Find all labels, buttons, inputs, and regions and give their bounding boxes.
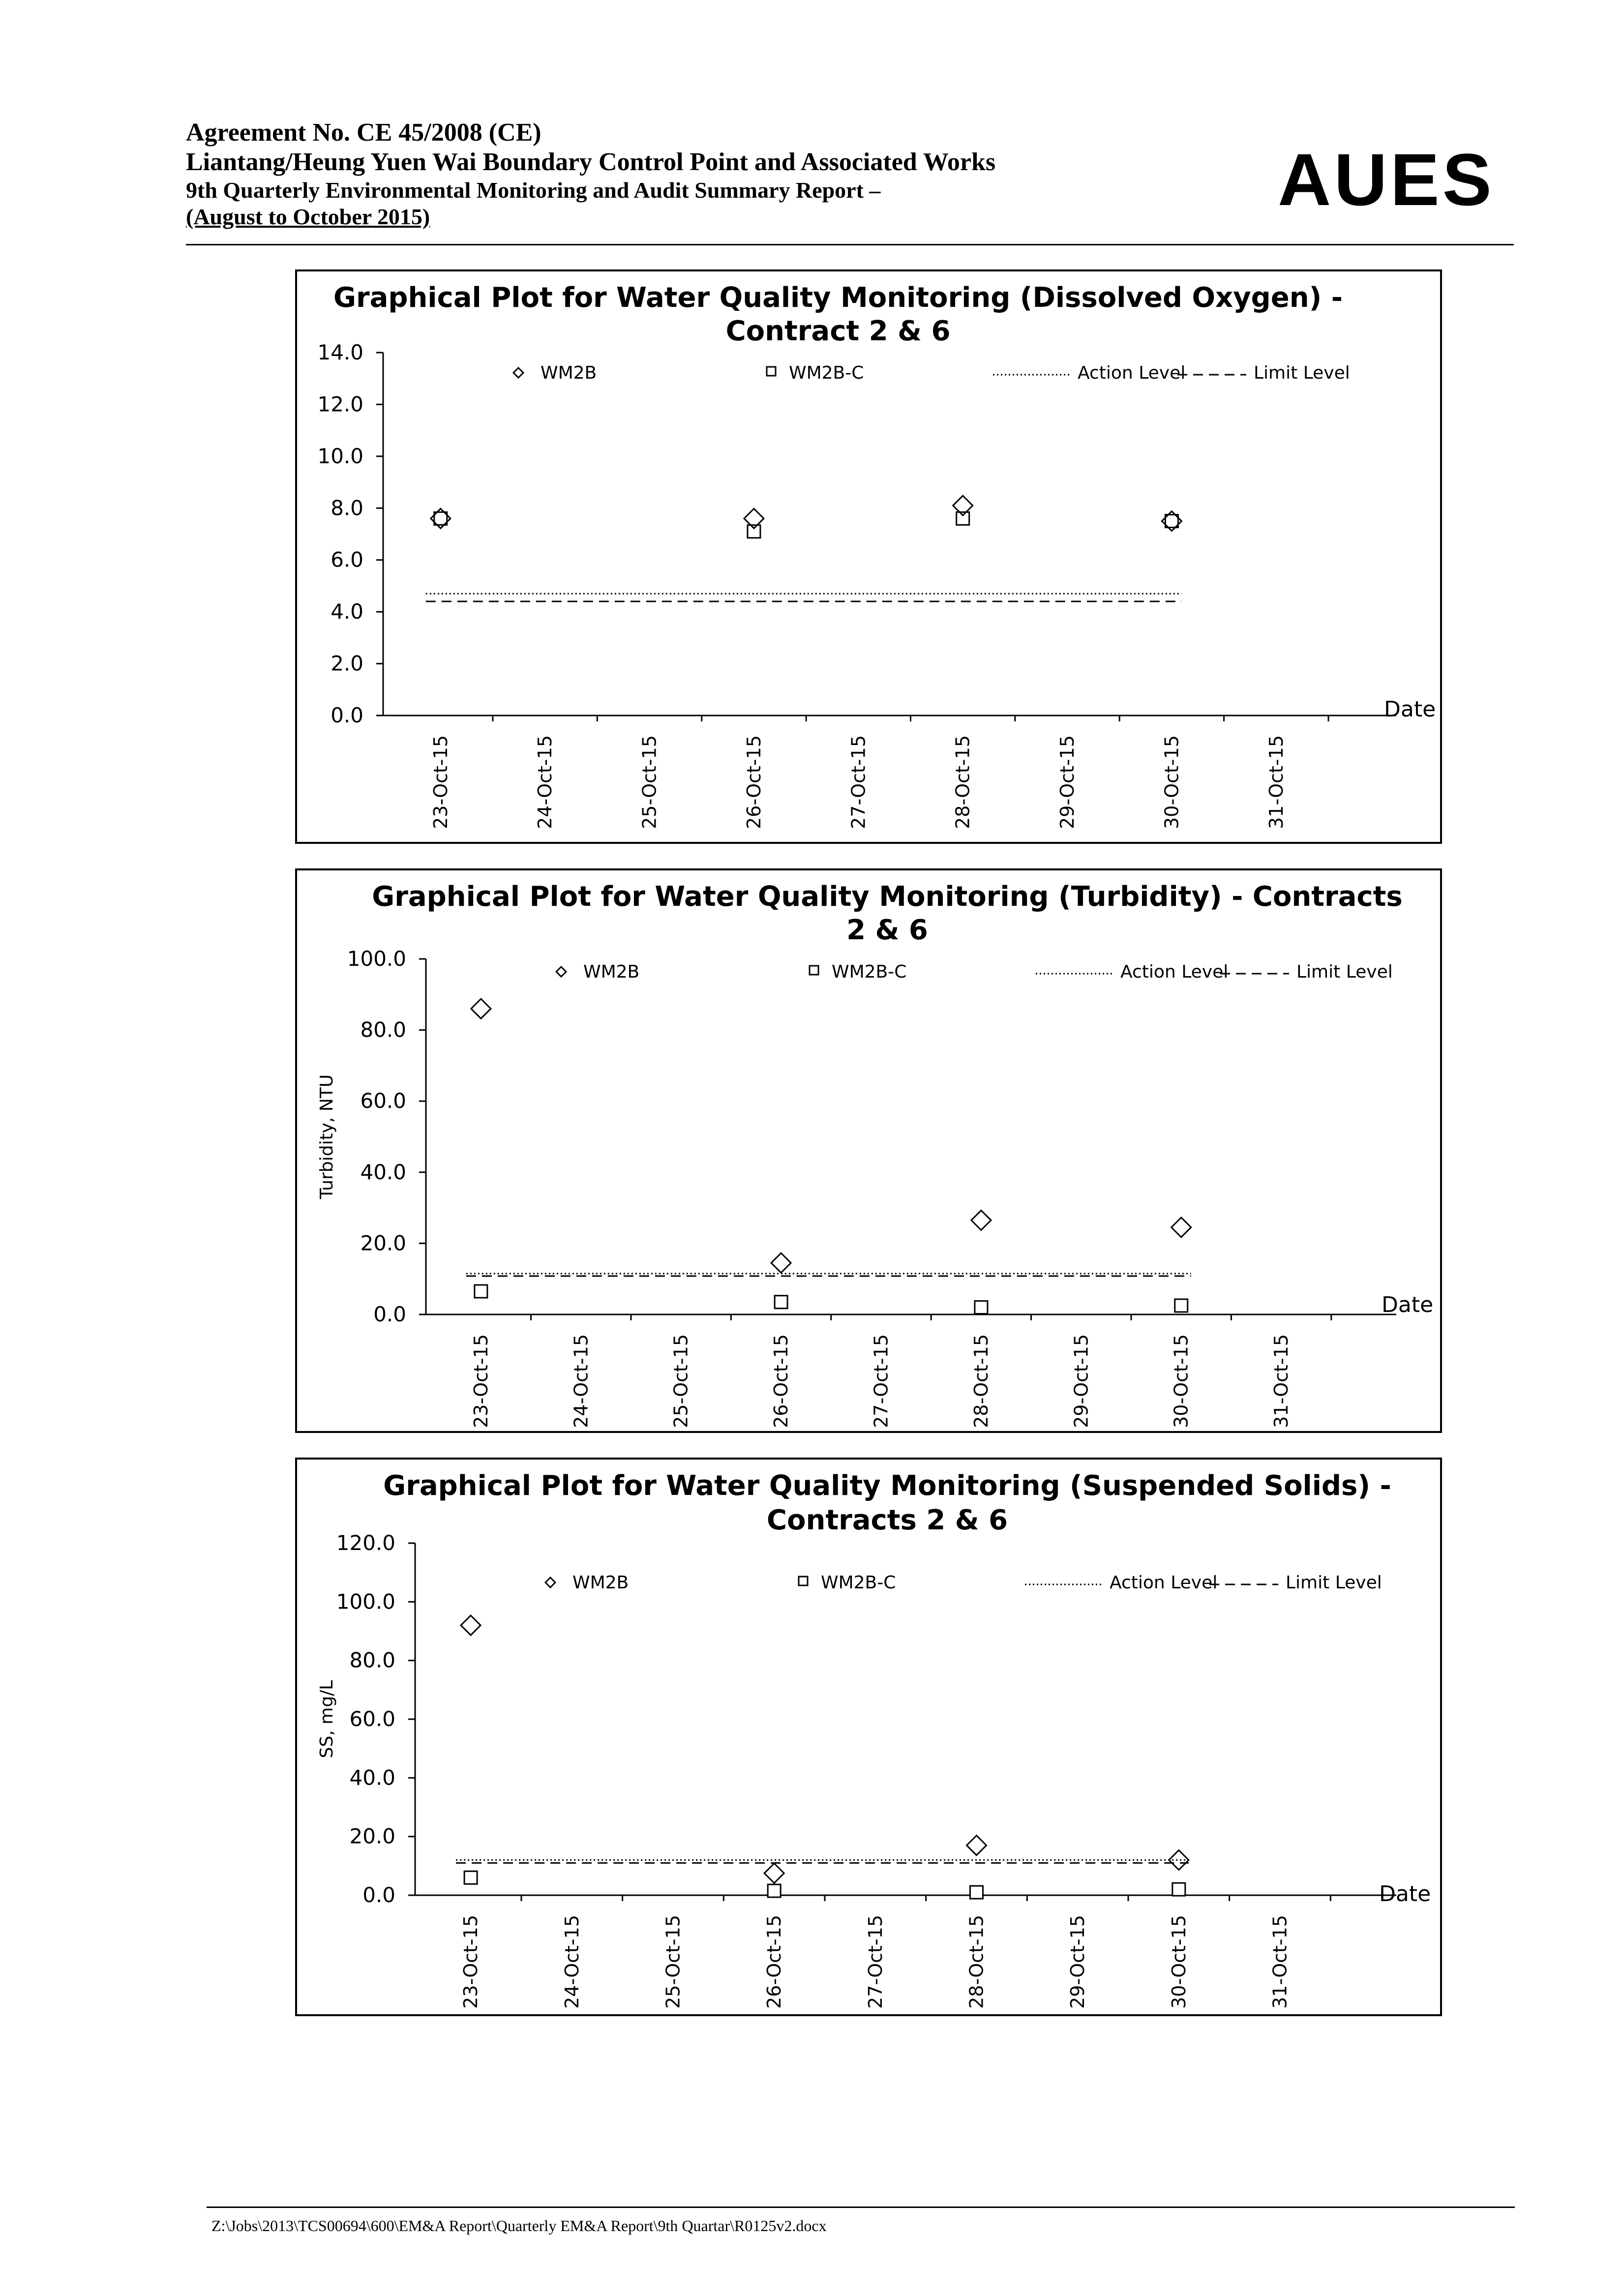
y-tick-label: 20.0 <box>360 1231 406 1255</box>
x-tick-label: 30-Oct-15 <box>1170 1334 1192 1428</box>
x-tick-label: 28-Oct-15 <box>965 1915 988 2009</box>
x-tick-label: 30-Oct-15 <box>1161 735 1183 829</box>
wm2b-point <box>1172 1218 1191 1237</box>
x-tick-label: 27-Oct-15 <box>847 735 870 829</box>
x-tick-label: 29-Oct-15 <box>1070 1334 1092 1428</box>
x-tick-label: 29-Oct-15 <box>1056 735 1079 829</box>
y-axis-label: Turbidity, NTU <box>317 1074 337 1199</box>
chart-dissolved-oxygen-svg <box>297 271 1444 846</box>
wm2b-c-point <box>1173 1883 1185 1896</box>
legend-label-action: Action Level <box>1120 962 1229 982</box>
wm2b-point <box>764 1863 784 1883</box>
y-tick-label: 120.0 <box>336 1531 395 1555</box>
x-tick-label: 27-Oct-15 <box>870 1334 892 1428</box>
y-tick-label: 14.0 <box>317 340 363 364</box>
legend-label-action: Action Level <box>1110 1573 1218 1593</box>
y-tick-label: 80.0 <box>360 1017 406 1042</box>
file-path: Z:\Jobs\2013\TCS00694\600\EM&A Report\Quarterly EM&A Report\9th Quartar\R0125v2.docx <box>211 2217 827 2235</box>
legend-label-limit: Limit Level <box>1286 1573 1382 1593</box>
x-tick-label: 31-Oct-15 <box>1269 1915 1291 2009</box>
y-axis-label: SS, mg/L <box>317 1680 337 1759</box>
legend-diamond-marker <box>556 967 566 977</box>
report-title: 9th Quarterly Environmental Monitoring and Audit Summary Report – <box>186 178 881 203</box>
x-tick-label: 31-Oct-15 <box>1270 1334 1293 1428</box>
legend-square-marker <box>810 966 818 975</box>
legend-label-wm2bc: WM2B-C <box>832 962 907 982</box>
y-tick-label: 60.0 <box>360 1089 406 1113</box>
x-tick-label: 28-Oct-15 <box>952 735 974 829</box>
x-tick-label: 26-Oct-15 <box>763 1915 785 2009</box>
x-tick-label: 31-Oct-15 <box>1265 735 1287 829</box>
wm2b-c-point <box>957 512 969 525</box>
legend-square-marker <box>767 367 776 376</box>
wm2b-c-point <box>464 1871 477 1884</box>
footer-divider <box>207 2207 1515 2208</box>
chart-title-line: Graphical Plot for Water Quality Monitoring (Suspended Solids) - <box>383 1470 1391 1502</box>
y-tick-label: 8.0 <box>331 496 363 520</box>
legend-label-wm2b: WM2B <box>583 962 640 982</box>
aues-logo: AUES <box>1278 138 1495 221</box>
y-tick-label: 100.0 <box>336 1589 395 1614</box>
y-tick-label: 10.0 <box>317 444 363 468</box>
x-tick-label: 26-Oct-15 <box>743 735 765 829</box>
legend-label-limit: Limit Level <box>1296 962 1393 982</box>
x-tick-label: 26-Oct-15 <box>770 1334 792 1428</box>
x-tick-label: 25-Oct-15 <box>670 1334 692 1428</box>
wm2b-c-point <box>775 1296 787 1309</box>
legend-label-wm2bc: WM2B-C <box>789 363 864 383</box>
x-tick-label: 25-Oct-15 <box>638 735 661 829</box>
chart-title-line: Graphical Plot for Water Quality Monitoring (Turbidity) - Contracts <box>372 881 1403 913</box>
x-tick-label: 29-Oct-15 <box>1067 1915 1089 2009</box>
x-tick-label: 30-Oct-15 <box>1168 1915 1190 2009</box>
y-tick-label: 6.0 <box>331 547 363 572</box>
x-tick-label: 28-Oct-15 <box>970 1334 992 1428</box>
y-tick-label: 100.0 <box>347 947 406 971</box>
project-title: Liantang/Heung Yuen Wai Boundary Control Point and Associated Works <box>186 148 996 176</box>
x-tick-label: 27-Oct-15 <box>864 1915 886 2009</box>
y-tick-label: 60.0 <box>349 1707 395 1731</box>
y-tick-label: 20.0 <box>349 1824 395 1849</box>
x-tick-label: 25-Oct-15 <box>662 1915 684 2009</box>
x-axis-label: Date <box>1382 1292 1434 1317</box>
y-tick-label: 0.0 <box>362 1883 395 1907</box>
x-tick-label: 23-Oct-15 <box>470 1334 492 1428</box>
x-axis-label: Date <box>1379 1881 1431 1907</box>
chart-turbidity <box>295 868 1442 1433</box>
agreement-number: Agreement No. CE 45/2008 (CE) <box>186 119 541 147</box>
y-tick-label: 4.0 <box>331 599 363 624</box>
chart-dissolved-oxygen <box>295 269 1442 844</box>
x-tick-label: 24-Oct-15 <box>570 1334 592 1428</box>
y-tick-label: 40.0 <box>360 1160 406 1184</box>
y-tick-label: 2.0 <box>331 651 363 676</box>
chart-title-line: Contracts 2 & 6 <box>766 1504 1008 1536</box>
y-tick-label: 12.0 <box>317 392 363 417</box>
chart-suspended-solids <box>295 1458 1442 2016</box>
report-period: (August to October 2015) <box>186 204 430 229</box>
legend-label-action: Action Level <box>1078 363 1186 383</box>
x-tick-label: 23-Oct-15 <box>460 1915 482 2009</box>
x-axis-label: Date <box>1384 697 1436 722</box>
legend-diamond-marker <box>513 368 523 378</box>
chart-title-line: Graphical Plot for Water Quality Monitoring (Dissolved Oxygen) - <box>333 282 1343 314</box>
header-divider <box>186 244 1514 245</box>
chart-title-line: Contract 2 & 6 <box>725 315 951 347</box>
y-tick-label: 40.0 <box>349 1765 395 1790</box>
chart-title-line: 2 & 6 <box>846 914 928 946</box>
wm2b-c-point <box>748 525 760 538</box>
y-tick-label: 80.0 <box>349 1648 395 1672</box>
x-tick-label: 24-Oct-15 <box>534 735 556 829</box>
x-tick-label: 24-Oct-15 <box>561 1915 583 2009</box>
wm2b-point <box>966 1836 986 1855</box>
x-tick-label: 23-Oct-15 <box>429 735 451 829</box>
legend-square-marker <box>799 1577 808 1585</box>
wm2b-point <box>771 1253 791 1273</box>
wm2b-c-point <box>970 1886 983 1899</box>
y-tick-label: 0.0 <box>331 703 363 727</box>
legend-diamond-marker <box>545 1578 555 1587</box>
wm2b-point <box>971 1210 991 1230</box>
legend-label-wm2bc: WM2B-C <box>821 1573 896 1593</box>
chart-suspended-solids-svg <box>297 1460 1444 2018</box>
y-tick-label: 0.0 <box>373 1302 406 1326</box>
legend-label-wm2b: WM2B <box>541 363 597 383</box>
legend-label-limit: Limit Level <box>1254 363 1350 383</box>
wm2b-point <box>461 1615 481 1635</box>
wm2b-point <box>1169 1850 1189 1870</box>
wm2b-c-point <box>475 1285 487 1298</box>
chart-turbidity-svg <box>297 870 1444 1435</box>
wm2b-c-point <box>768 1884 781 1897</box>
wm2b-point <box>471 999 491 1018</box>
legend-label-wm2b: WM2B <box>572 1573 629 1593</box>
wm2b-c-point <box>1175 1299 1188 1312</box>
wm2b-c-point <box>975 1301 988 1314</box>
